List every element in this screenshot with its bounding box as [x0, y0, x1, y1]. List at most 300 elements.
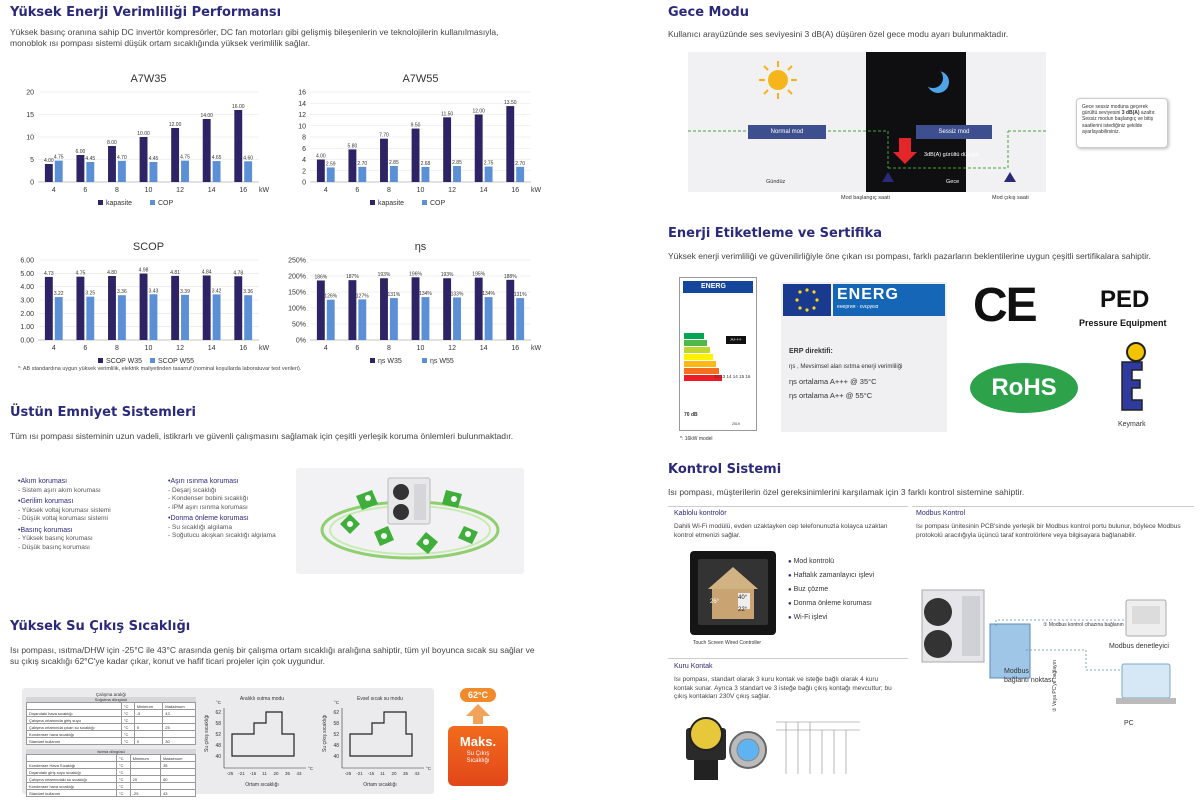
data-label: 2.68 — [420, 160, 431, 167]
bar-kapasite — [380, 139, 388, 182]
bar-scop-w35 — [171, 276, 179, 340]
x-tick-label: 20 — [273, 771, 279, 776]
legend-label: SCOP W55 — [158, 358, 195, 365]
bar-scop-w35 — [108, 276, 116, 340]
table-row — [27, 710, 196, 717]
heat-pump-ring-illustration — [296, 468, 524, 574]
bar-ηs-w55 — [485, 297, 493, 340]
bar-ηs-w35 — [380, 278, 388, 340]
x-axis-label: Ortam sıcaklığı — [245, 782, 279, 788]
dry-contact-title: Kuru Kontak — [674, 663, 713, 670]
protection-heading: • Basınç koruması — [18, 527, 158, 536]
y-tick-label: 58 — [215, 721, 221, 727]
chart-a7w55 — [282, 70, 542, 210]
bar-kapasite — [45, 164, 53, 182]
table-cell: °C — [121, 731, 134, 738]
table-cell: 30 — [163, 738, 196, 745]
x-tick-label: 6 — [355, 187, 360, 194]
table-cell: 35 — [161, 762, 196, 769]
table-cell: 5 — [134, 724, 163, 731]
x-tick-label: 14 — [207, 187, 216, 194]
bar-ηs-w35 — [412, 277, 420, 340]
x-tick-label: 43 — [296, 771, 302, 776]
x-tick-label: -21 — [356, 771, 363, 776]
modbus-link-1: ① Modbus kontrol cihazına bağlanın — [1043, 622, 1124, 628]
table-cell: Çalışma ortamında çıkan su sıcaklığı — [27, 724, 122, 731]
legend-swatch — [422, 200, 427, 205]
table-header-cell: Maksimum — [163, 703, 196, 710]
data-label: 3.25 — [85, 290, 96, 297]
noise-drop-label: 3dB(A) gürültü düşüşü — [924, 152, 979, 158]
bar-kapasite — [412, 129, 420, 182]
x-tick-label: 35 — [284, 771, 291, 776]
wired-feature-item: ● Haftalık zamanlayıcı işlevi — [788, 569, 908, 583]
legend-label: COP — [158, 200, 174, 207]
operating-envelope — [350, 712, 412, 756]
bar-scop-w55 — [118, 295, 126, 340]
y-tick-label: 6.00 — [20, 257, 34, 265]
y-tick-label: 4.00 — [20, 284, 34, 292]
table-cell: °C — [117, 762, 131, 769]
table-cell: Standart kullanım — [27, 790, 117, 797]
safety-list-left — [18, 475, 158, 552]
table-row — [27, 762, 196, 769]
table-row — [27, 738, 196, 745]
modbus-divider — [912, 506, 1194, 507]
bubble-text-bold: 3 dB(A) — [1121, 110, 1140, 117]
protection-item: - Kondenser bobini sıcaklığı — [168, 495, 308, 504]
wired-feature-item: ● Donma önleme koruması — [788, 597, 908, 611]
safety-title: Üstün Emniyet Sistemleri — [10, 405, 196, 420]
table-header-cell: °C — [117, 755, 131, 762]
table-cell: Çalışma ortamında giriş suyu — [27, 717, 122, 724]
wired-feature-item: ● Wi-Fi işlevi — [788, 611, 908, 625]
night-info-bubble — [1076, 98, 1168, 148]
erp-energ: ENERG — [837, 286, 899, 303]
data-label: 4.78 — [233, 270, 244, 277]
table-cell: °C — [117, 776, 131, 783]
bar-scop-w55 — [244, 295, 252, 340]
x-tick-label: 10 — [416, 187, 425, 194]
normal-mode-label: Normal mod — [748, 125, 826, 139]
table-cell — [134, 717, 163, 724]
bar-kapasite — [443, 117, 451, 182]
data-label: 126% — [324, 293, 338, 300]
bar-scop-w35 — [203, 275, 211, 340]
y-tick-label: 2.00 — [20, 310, 34, 318]
x-tick-label: 10 — [144, 345, 153, 352]
x-unit-label: kW — [531, 345, 542, 352]
y-tick-label: 5 — [30, 157, 34, 164]
x-tick-label: 16 — [511, 345, 520, 352]
up-arrow-icon — [466, 704, 490, 724]
data-label: 3.39 — [180, 288, 190, 295]
keymark-label: Keymark — [1118, 421, 1146, 428]
data-label: 4.60 — [243, 155, 254, 162]
data-label: 13.50 — [504, 100, 517, 107]
table-cell: °C — [121, 717, 134, 724]
ped-subtitle: Pressure Equipment — [1079, 318, 1167, 328]
modbus-point-label: Modbus bağlantı noktası — [1004, 668, 1054, 684]
safety-illustration — [296, 468, 524, 574]
bar-kapasite — [108, 146, 116, 182]
perf-title: Yüksek Enerji Verimliliği Performansı — [10, 5, 282, 20]
label-power: 70 dB — [684, 412, 698, 418]
dry-divider — [668, 658, 908, 659]
x-unit: °C — [426, 766, 432, 771]
chart-title: ηs — [414, 241, 427, 253]
y-tick-label: 150% — [288, 289, 306, 297]
ped-mark: PED — [1100, 286, 1150, 313]
y-tick-label: 2 — [302, 168, 306, 176]
data-label: 4.45 — [85, 155, 96, 162]
cert-description: Yüksek enerji verimliliği ve güvenilirliğiyle öne çıkan ısı pompası, farklı pazarların beklentilerine uygun çeşitli sertifikalara sahiptir. — [668, 251, 1151, 261]
safety-list-right — [168, 475, 308, 541]
y-tick-label: 4 — [302, 157, 306, 164]
protection-item: - Düşük voltaj koruması sistemi — [18, 515, 158, 524]
x-tick-label: 12 — [448, 345, 456, 352]
y-tick-label: 48 — [333, 743, 339, 749]
bar-ηs-w35 — [506, 280, 514, 340]
bar-scop-w55 — [150, 294, 158, 340]
range-chart-dhw — [320, 692, 432, 792]
data-label: 195% — [472, 271, 486, 278]
x-tick-label: 14 — [479, 345, 488, 352]
cert-title: Enerji Etiketleme ve Sertifika — [668, 226, 882, 241]
x-tick-label: 6 — [355, 345, 360, 352]
protection-heading: • Akım koruması — [18, 478, 158, 487]
bar-cop — [516, 167, 524, 182]
y-axis-label: Su çıkış sıcaklığı — [322, 714, 328, 752]
table-row — [27, 731, 196, 738]
silent-mode-label: Sessiz mod — [916, 125, 992, 139]
label-energ: ENERG — [683, 281, 753, 293]
x-tick-label: 8 — [386, 187, 391, 194]
bar-ηs-w55 — [422, 297, 430, 340]
table-cell: °C — [117, 790, 131, 797]
table-cell: °C — [121, 710, 134, 717]
protection-item: - Düşük basınç koruması — [18, 544, 158, 553]
x-tick-label: 10 — [144, 187, 153, 194]
chart-eta-s — [282, 238, 542, 368]
bar-kapasite — [348, 149, 356, 182]
data-label: 2.85 — [389, 159, 399, 166]
bar-kapasite — [203, 119, 211, 182]
data-label: 193% — [377, 272, 391, 279]
wired-feature-item: ● Buz çözme — [788, 583, 908, 597]
legend-swatch — [150, 200, 155, 205]
bar-cop — [485, 167, 493, 182]
bar-scop-w55 — [181, 295, 189, 340]
contact-wiring-diagram — [776, 716, 860, 780]
touch-screen-controller — [690, 551, 776, 635]
table-header-row — [27, 755, 196, 762]
wired-feature-item: ● Mod kontrolü — [788, 555, 908, 569]
y-tick-label: 8 — [302, 134, 306, 142]
bar-scop-w35 — [76, 277, 84, 340]
label-value: 16 — [745, 374, 751, 379]
bar-ηs-w55 — [390, 298, 398, 340]
modbus-description: Isı pompası ünitesinin PCB'sinde yerleşik bir Modbus kontrol portu bulunur, böylece Modbus protokolü aracılığıyla üçüncü taraf kontrolörlere veya bilgisayara bağlanabilir. — [916, 523, 1181, 539]
table-cell: Dışarıdaki giriş suyu sıcaklığı — [27, 769, 117, 776]
bar-cop — [390, 166, 398, 182]
bar-kapasite — [171, 128, 179, 182]
x-tick-label: 14 — [479, 187, 488, 194]
night-label: Gece — [946, 179, 960, 185]
data-label: 2.75 — [483, 160, 494, 167]
table-title: Çalışma aralığı — [95, 692, 127, 697]
water-title: Yüksek Su Çıkış Sıcaklığı — [10, 619, 191, 634]
data-label: 131% — [387, 292, 401, 299]
data-label: 12.00 — [168, 122, 182, 128]
legend-label: ηs W35 — [378, 358, 402, 365]
bar-cop — [181, 161, 189, 182]
y-tick-label: 0.00 — [20, 337, 34, 345]
x-tick-label: 12 — [176, 187, 184, 194]
table-cell: 0 — [134, 738, 163, 745]
x-tick-label: 16 — [511, 187, 520, 194]
y-tick-label: 62 — [333, 710, 339, 716]
x-tick-label: 6 — [83, 345, 88, 352]
data-label: 186% — [314, 274, 328, 281]
y-tick-label: 0 — [30, 179, 34, 187]
range-chart-title: Evsel sıcak su modu — [357, 696, 403, 702]
y-unit: °C — [334, 700, 340, 705]
mode-start-label: Mod başlangıç saati — [841, 195, 890, 201]
wired-title: Kablolu kontrolör — [674, 510, 727, 517]
y-tick-label: 3.00 — [20, 297, 34, 305]
y-tick-label: 0% — [295, 337, 306, 345]
data-label: 2.70 — [515, 160, 526, 167]
bar-scop-w55 — [55, 297, 63, 340]
bubble-text-post: azaltır. Sessiz modun başlangıç ve bitiş saatlerini istediğiniz şekilde ayarlayabilirsiniz. — [1082, 110, 1156, 135]
erp-energ-sub: енергия · ενεργεια — [837, 304, 879, 310]
x-tick-label: 12 — [448, 187, 456, 194]
data-label: 4.00 — [43, 158, 54, 164]
bar-cop — [358, 167, 366, 182]
table-header-cell: °C — [121, 703, 134, 710]
data-label: 131% — [513, 292, 527, 299]
y-tick-label: 16 — [298, 89, 306, 97]
data-label: 2.85 — [452, 159, 462, 166]
y-tick-label: 58 — [333, 721, 339, 727]
screen-temp-3: 22° — [738, 607, 748, 613]
protection-heading: • Aşırı ısınma koruması — [168, 478, 308, 487]
label-value: 14 — [726, 374, 733, 379]
table-cell: Standart kullanım — [27, 738, 122, 745]
data-label: 4.81 — [170, 269, 180, 276]
y-tick-label: 52 — [333, 732, 339, 738]
wired-divider — [668, 506, 908, 507]
perf-description: Yüksek basınç oranına sahip DC invertör kompresörler, DC fan motorları gibi gelişmiş bileşenlerin ve teknolojilerin kullanılmasıyla, monoblok ısı pompası sistemi düşük ortam sıcaklığında yüksek verimlilik sağlar. — [10, 27, 499, 48]
y-tick-label: 1.00 — [20, 324, 34, 332]
bar-scop-w35 — [140, 274, 148, 340]
x-tick-label: 8 — [114, 187, 119, 194]
label-year: 2019 — [732, 422, 740, 426]
data-label: 11.50 — [441, 111, 454, 118]
noise-level-lines — [688, 52, 1046, 192]
table-cell: 43 — [161, 790, 196, 797]
data-label: 3.43 — [148, 288, 159, 295]
table-cell — [161, 769, 196, 776]
data-label: 127% — [355, 293, 369, 300]
legend-label: SCOP W35 — [106, 358, 143, 365]
data-label: 196% — [409, 271, 422, 278]
energy-label — [679, 277, 757, 431]
y-unit: °C — [216, 700, 222, 705]
table-cell — [130, 762, 160, 769]
energy-scale-bars — [684, 333, 727, 393]
water-description: Isı pompası, ısıtma/DHW için -25°C ile 43°C arasında geniş bir çalışma ortam sıcaklığı aralığına sahiptir, tüm yıl boyunca sıcak su sağlar ve su çıkış sıcaklığı 62°C'ye kadar çıkar, konut ve hafif ticari projeler için çok uygundur. — [10, 645, 535, 666]
night-mode-diagram — [688, 52, 1046, 192]
x-unit: °C — [308, 766, 314, 771]
data-label: 5.80 — [347, 143, 358, 150]
safety-description: Tüm ısı pompası sisteminin uzun vadeli, istikrarlı ve güvenli çalışmasını sağlamak için çeşitli yerleşik koruma önlemleri bulunmaktadır. — [10, 431, 514, 441]
data-label: 3.42 — [211, 288, 222, 295]
operating-envelope — [232, 712, 294, 756]
table-row — [27, 783, 196, 790]
y-tick-label: 200% — [288, 273, 306, 281]
label-value: 13 — [720, 374, 727, 379]
range-chart-title: Aralıklı ısıtma modu — [239, 696, 285, 702]
bar-ηs-w55 — [453, 297, 461, 340]
data-label: 2.70 — [357, 160, 368, 167]
y-tick-label: 14 — [298, 100, 306, 108]
bar-cop — [118, 161, 126, 182]
data-label: 133% — [450, 291, 464, 298]
erp-panel — [781, 282, 947, 432]
protection-item: - Yüksek voltaj koruması sistemi — [18, 507, 158, 516]
bar-ηs-w35 — [475, 278, 483, 340]
x-unit-label: kW — [531, 187, 542, 194]
table-cell: Kondenser Hava Sıcaklığı — [27, 762, 117, 769]
x-tick-label: -15 — [367, 771, 375, 776]
chart-title: SCOP — [132, 241, 165, 253]
x-tick-label: 4 — [323, 187, 328, 194]
y-tick-label: 15 — [26, 112, 34, 119]
chart-title: A7W55 — [402, 73, 439, 85]
bar-ηs-w55 — [358, 299, 366, 340]
table-cell: Kondenser hava sıcaklığı — [27, 783, 117, 790]
y-tick-label: 20 — [26, 89, 34, 97]
x-tick-label: 8 — [114, 345, 119, 352]
mode-end-label: Mod çıkış saati — [992, 195, 1029, 201]
x-tick-label: 11 — [380, 771, 385, 776]
screen-temp-2: 40° — [738, 595, 748, 601]
y-tick-label: 250% — [288, 257, 306, 265]
table-row — [27, 724, 196, 731]
y-tick-label: 5.00 — [20, 270, 34, 278]
table-cell: 20 — [130, 776, 160, 783]
erp-line1: ηs , Mevsimsel alan ısıtma enerji verimliliği — [789, 364, 903, 370]
data-label: 187% — [346, 274, 359, 281]
y-tick-label: 100% — [288, 305, 306, 313]
table-cell — [163, 731, 196, 738]
bar-ηs-w55 — [516, 298, 524, 340]
operating-range-table — [26, 692, 196, 797]
chart-scop — [10, 238, 270, 368]
table-cell: 60 — [161, 776, 196, 783]
table-header-cell — [27, 703, 122, 710]
modbus-device-label: Modbus denetleyici — [1109, 643, 1169, 650]
protection-item: - Deşarj sıcaklığı — [168, 487, 308, 496]
data-label: 6.00 — [75, 149, 86, 155]
y-tick-label: 48 — [215, 743, 221, 749]
data-label: 3.22 — [53, 291, 64, 298]
x-tick-label: 6 — [83, 187, 88, 194]
max-temp-badge — [448, 688, 508, 794]
protection-item: - IPM aşırı ısınma koruması — [168, 504, 308, 513]
data-label: 4.45 — [148, 155, 159, 162]
bar-scop-w55 — [213, 294, 221, 340]
bar-kapasite — [475, 115, 483, 183]
bar-cop — [244, 161, 252, 182]
control-title: Kontrol Sistemi — [668, 462, 782, 477]
label-value: 12 — [714, 374, 721, 379]
table-cell: °C — [121, 738, 134, 745]
badge-sub: Su Çıkış Sıcaklığı — [466, 751, 490, 764]
table-cell — [130, 783, 160, 790]
screen-temp-1: 26° — [710, 599, 720, 605]
badge-main: Maks. — [459, 734, 497, 749]
label-value: 14 — [732, 374, 740, 379]
legend-swatch — [98, 200, 103, 205]
x-unit-label: kW — [259, 345, 270, 352]
table-cell: -25 — [130, 790, 160, 797]
data-label: 4.84 — [201, 269, 212, 276]
table-cell: °C — [117, 783, 131, 790]
bar-kapasite — [76, 155, 84, 182]
chart-title: A7W35 — [130, 73, 167, 85]
touch-caption: Touch Screen Wired Controller — [693, 640, 762, 646]
y-tick-label: 10 — [26, 134, 34, 142]
table-cell: °C — [117, 769, 131, 776]
y-tick-label: 52 — [215, 732, 221, 738]
perf-footnote: *: AB standardına uygun yüksek verimlilik, elektrik maliyetinden tasarruf (nominal koşullarda laboratuvar test verileri). — [18, 366, 302, 372]
table-header-cell — [27, 755, 117, 762]
bar-cop — [213, 161, 221, 182]
legend-label: ηs W55 — [430, 358, 454, 365]
bubble-text-pre: Gece sessiz moduna geçerek gürültü seviyesini — [1082, 104, 1148, 117]
legend-swatch — [150, 358, 155, 363]
y-tick-label: 50% — [291, 321, 306, 329]
control-description: Isı pompası, müşterilerin özel gereksinimlerini karşılamak için 3 farklı kontrol sistemine sahiptir. — [668, 487, 1025, 497]
table-cell: Kondenser hava sıcaklığı — [27, 731, 122, 738]
data-label: 4.75 — [53, 154, 64, 161]
table-row — [27, 769, 196, 776]
protection-item: - Soğutucu akışkan sıcaklığı algılama — [168, 532, 308, 541]
cooling-table — [26, 702, 196, 745]
bar-scop-w35 — [45, 277, 53, 340]
erp-line3: ηs ortalama A++ @ 55°C — [789, 391, 873, 400]
wired-description: Dahili Wi-Fi modülü, evden uzaktayken cep telefonunuzla kolayca uzaktan kontrol etmenizi sağlar. — [674, 523, 888, 539]
badge-temp: 62°C — [460, 688, 496, 702]
table-cell: °C — [121, 724, 134, 731]
house-icon — [698, 559, 768, 625]
data-label: 10.00 — [137, 131, 150, 137]
bar-ηs-w35 — [317, 280, 325, 340]
heating-table — [26, 754, 196, 797]
ce-mark: CE — [973, 279, 1036, 332]
x-tick-label: 11 — [262, 771, 267, 776]
data-label: 4.00 — [315, 153, 326, 160]
keymark-icon — [1114, 340, 1150, 418]
legend-swatch — [422, 358, 427, 363]
table-header-cell: Minimum — [130, 755, 160, 762]
protection-heading: • Gerilim koruması — [18, 498, 158, 507]
bar-cop — [422, 167, 430, 182]
data-label: 7.70 — [379, 132, 389, 139]
